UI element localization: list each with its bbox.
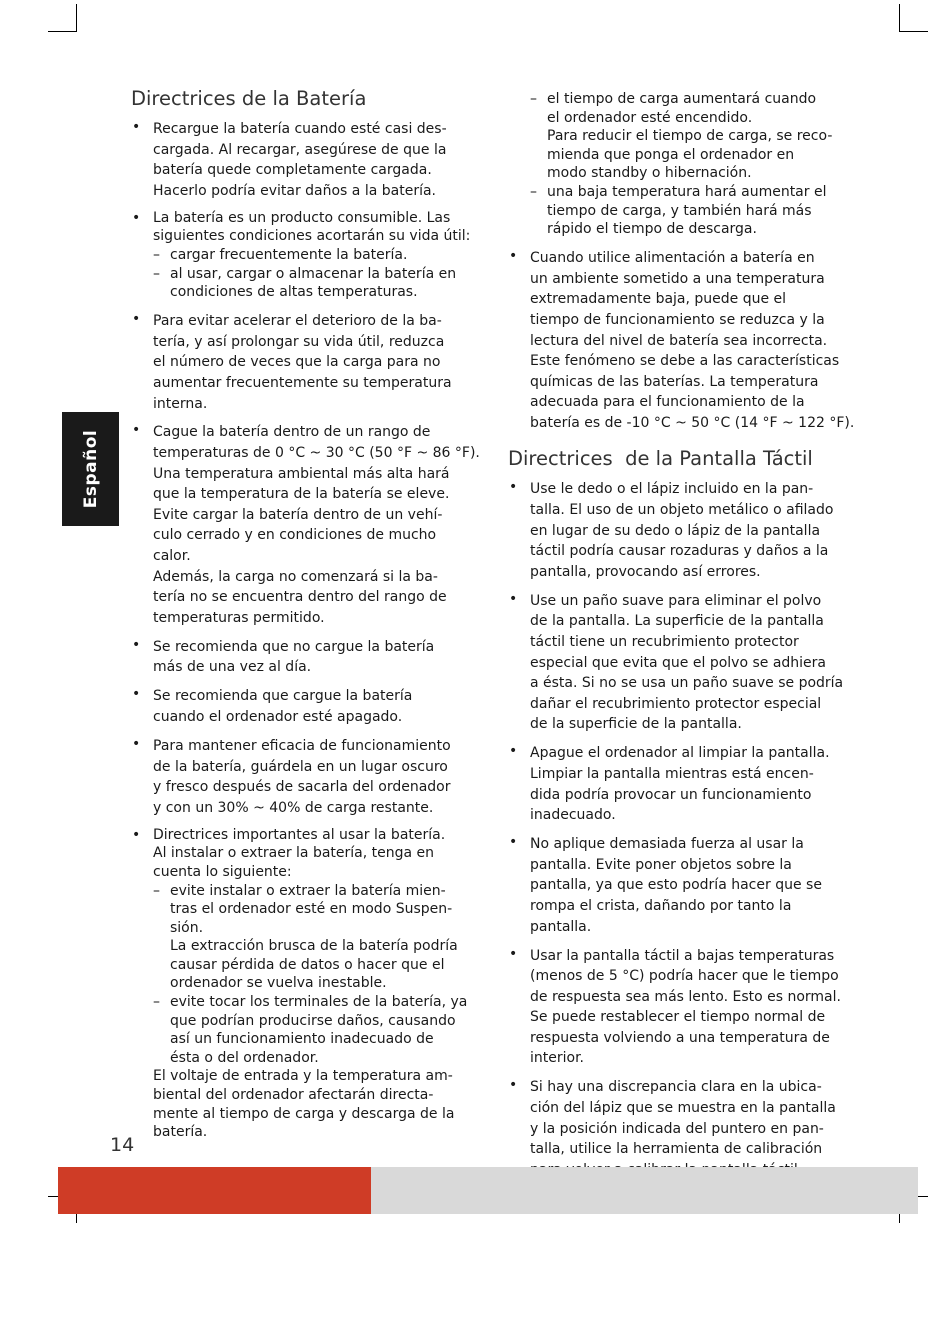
list-item-text: No aplique demasiada fuerza al usar la pantalla. Evite poner objetos sobre la pantalla, ya que esto podría hacer que se rompa el crista, dañando por tanto la pantalla. [530,836,822,935]
list-item [131,421,493,627]
list-item [131,826,493,1142]
touch-section-title: Directrices de la Pantalla Táctil [508,447,813,471]
list-item-text: Use le dedo o el lápiz incluido en la pan- talla. El uso de un objeto metálico o afilado en lugar de su dedo o lápiz de la pantalla táctil podría causar rozaduras y daños a la pantalla, provocando así errores. [530,481,834,580]
right-column [508,90,864,1188]
dash-item-text: – evite instalar o extraer la batería mien- tras el ordenador esté en modo Suspen- sión. La extracción brusca de la batería podría causar pérdida de datos o hacer que el ordenador se vuelva inestable. [170,882,458,992]
battery-section-title: Directrices de la Batería [131,87,367,110]
crop-mark [900,31,928,32]
list-item [508,945,864,1069]
list-item [508,1076,864,1179]
crop-mark [76,4,77,32]
footer-bar [371,1167,918,1214]
language-tab [62,412,119,526]
list-item-text: Recargue la batería cuando esté casi des- cargada. Al recargar, asegúrese de que la batería quede completamente cargada. Hacerlo podría evitar daños a la batería. [153,121,447,199]
list-item [131,209,493,302]
list-item-text: • Directrices importantes al usar la batería. Al instalar o extraer la batería, tenga en cuenta lo siguiente: [153,826,446,880]
list-item-text: Cuando utilice alimentación a batería en un ambiente sometido a una temperatura extremadamente baja, puede que el tiempo de funcionamiento se reduzca y la lectura del nivel de batería sea incorrecta. Este fenómeno se debe a las características químicas de las baterías. La temperatura adecuada para el funcionamiento de la batería es de -10 °C ~ 50 °C (14 °F ~ 122 °F). [530,250,855,431]
list-item-text: Cague la batería dentro de un rango de temperaturas de 0 °C ~ 30 °C (50 °F ~ 86 °F). Una temperatura ambiental más alta hará que la temperatura de la batería se eleve. Evite cargar la batería dentro de un vehí- culo cerrado y en condiciones de mucho calor. Además, la carga no comenzará si la ba- tería no se encuentra dentro del rango de temperaturas permitido. [153,424,480,626]
list-item [131,685,493,726]
dash-item [153,265,493,302]
list-item [508,742,864,824]
list-item [131,735,493,817]
list-item-text: Se recomienda que cargue la batería cuando el ordenador esté apagado. [153,688,413,725]
list-item-text: Si hay una discrepancia clara en la ubica- ción del lápiz que se muestra en la pantalla y la posición indicada del puntero en pan- talla, utilice la herramienta de calibración [530,1079,836,1158]
list-item-text: Use un paño suave para eliminar el polvo de la pantalla. La superficie de la pantalla táctil tiene un recubrimiento protector especial que evita que el polvo se adhiera a ésta. Si no se usa un paño suave se podría dañar el recubrimiento protector especial de la superficie de la pantalla. [530,592,844,733]
dash-item [530,90,864,183]
list-item-text: Para evitar acelerar el deterioro de la ba- tería, y así prolongar su vida útil, reduzca el número de veces que la carga para no aumentar frecuentemente su temperatura interna. [153,313,452,412]
dash-item-text: – el tiempo de carga aumentará cuando el ordenador esté encendido. Para reducir el tiempo de carga, se reco- mienda que ponga el ordenador en modo standby o hibernación. [547,91,833,182]
language-tab-label: Español [80,429,101,509]
list-item [131,310,493,413]
page-number: 14 [110,1134,135,1156]
list-item [508,590,864,734]
list-item [508,247,864,432]
dash-item [153,246,493,265]
left-column [131,86,493,1150]
dash-item-text: – cargar frecuentemente la batería. [170,246,408,263]
dash-item-text: – al usar, cargar o almacenar la batería en condiciones de altas temperaturas. [170,265,457,301]
dash-item [530,183,864,239]
list-item-text: Apague el ordenador al limpiar la pantalla. Limpiar la pantalla mientras está encen- dida podría provocar un funcionamiento inadecuado. [530,745,830,824]
list-item-text: Usar la pantalla táctil a bajas temperaturas (menos de 5 °C) podría hacer que le tiempo de respuesta sea más lento. Esto es normal. Se puede restablecer el tiempo normal de respuesta volviendo a una temperatura de interior. [530,947,841,1067]
list-item-text: • La batería es un producto consumible. Las siguientes condiciones acortarán su vida útil: [153,209,471,245]
list-item-text: Para mantener eficacia de funcionamiento de la batería, guárdela en un lugar oscuro y fresco después de sacarla del ordenador y con un 30% ~ 40% de carga restante. [153,737,451,816]
list-item-text: El voltaje de entrada y la temperatura am- biental del ordenador afectarán directa- mente al tiempo de carga y descarga de la batería. [153,1068,455,1141]
footer-bar-accent [58,1167,371,1214]
list-item [131,636,493,677]
list-item [508,833,864,936]
dash-item-text: – una baja temperatura hará aumentar el tiempo de carga, y también hará más rápido el tiempo de descarga. [547,183,827,238]
dash-list [153,246,493,302]
dash-item [153,993,493,1067]
list-item [131,118,493,200]
list-item-text: Se recomienda que no cargue la batería más de una vez al día. [153,638,435,676]
crop-mark [48,31,76,32]
dash-list [153,882,493,1068]
dash-item [153,882,493,994]
list-item [508,478,864,581]
dash-list [530,90,864,239]
crop-mark [899,4,900,32]
dash-item-text: – evite tocar los terminales de la batería, ya que podrían producirse daños, causando así un funcionamiento inadecuado de ésta o del ordenador. [170,994,468,1066]
